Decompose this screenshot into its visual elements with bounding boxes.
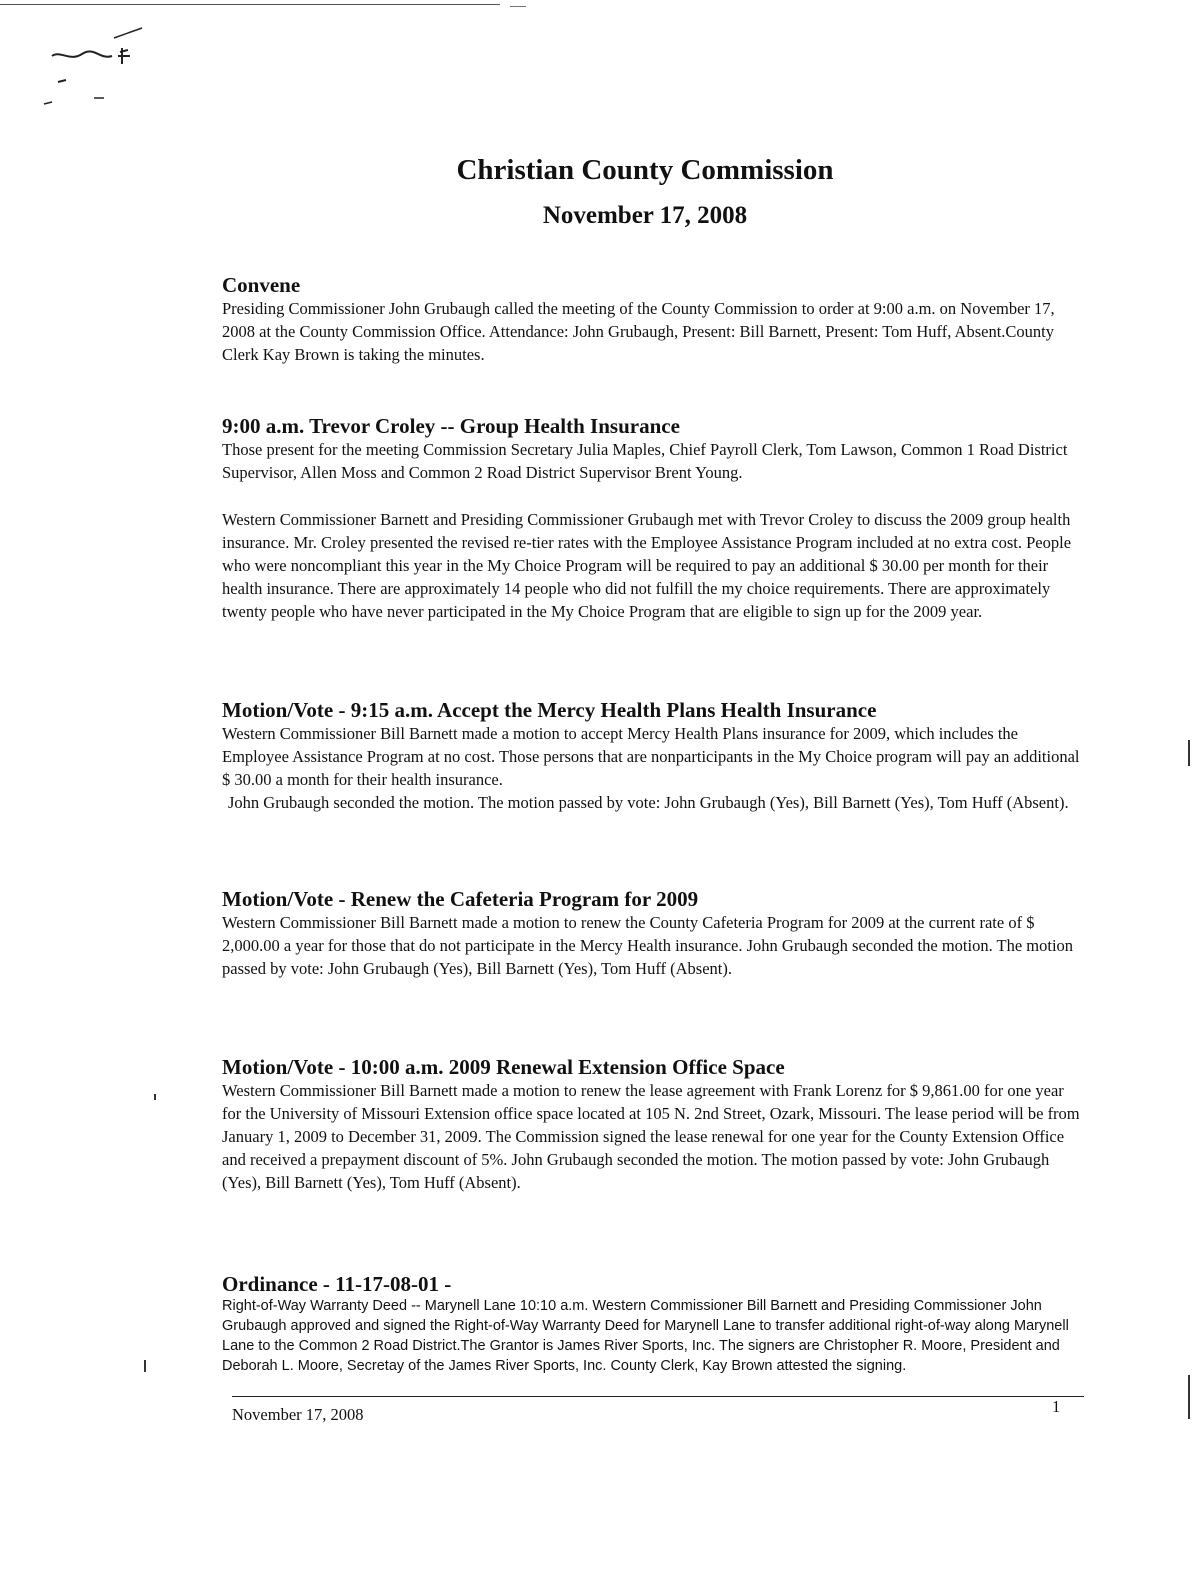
- section-paragraph: Western Commissioner Barnett and Presiding Commissioner Grubaugh met with Trevor Croley to discuss the 2009 group health insurance. Mr. Croley presented the revised re-tier rates with the Employee Assistance Program included at no extra cost. People who were noncompliant this year in the My Choice Program will be required to pay an additional $ 30.00 per month for their health insurance. There are approximately 14 people who did not fulfill the my choice requirements. There are approximately twenty people who have never participated in the My Choice Program that are eligible to sign up for the 2009 year.: [222, 510, 1072, 621]
- scan-margin-mark: [154, 1094, 156, 1100]
- section-heading: Ordinance - 11-17-08-01 -: [222, 1272, 452, 1296]
- section-heading: 9:00 a.m. Trevor Croley -- Group Health Insurance: [222, 414, 680, 438]
- scan-edge-dash: [510, 6, 526, 7]
- section-paragraph: Western Commissioner Bill Barnett made a motion to renew the County Cafeteria Program for 2009 at the current rate of $ 2,000.00 a year for those that do not participate in the Mercy Health insurance. John Grubaugh seconded the motion. The motion passed by vote: John Grubaugh (Yes), Bill Barnett (Yes), Tom Huff (Absent).: [222, 913, 1074, 978]
- scan-margin-mark: [1188, 1375, 1190, 1419]
- section-heading: Motion/Vote - Renew the Cafeteria Program for 2009: [222, 887, 699, 911]
- section-heading: Convene: [222, 273, 301, 297]
- footer-rule: [232, 1396, 1084, 1397]
- footer-date: November 17, 2008: [232, 1405, 364, 1424]
- section-paragraph: Western Commissioner Bill Barnett made a motion to renew the lease agreement with Frank Lorenz for $ 9,861.00 for one year for the University of Missouri Extension office space located at 105 N. 2nd Street, Ozark, Missouri. The lease period will be from January 1, 2009 to December 31, 2009. The Commission signed the lease renewal for one year for the County Extension Office and received a prepayment discount of 5%. John Grubaugh seconded the motion. The motion passed by vote: John Grubaugh (Yes), Bill Barnett (Yes), Tom Huff (Absent).: [222, 1081, 1080, 1192]
- section-paragraph: John Grubaugh seconded the motion. The motion passed by vote: John Grubaugh (Yes), Bill Barnett (Yes), Tom Huff (Absent).: [228, 793, 1069, 812]
- section-paragraph: Right-of-Way Warranty Deed -- Marynell Lane 10:10 a.m. Western Commissioner Bill Barnett and Presiding Commissioner John Grubaugh approved and signed the Right-of-Way Warranty Deed for Marynell Lane to transfer additional right-of-way along Marynell Lane to the Common 2 Road District.The Grantor is James River Sports, Inc. The signers are Christopher R. Moore, President and Deborah L. Moore, Secretay of the James River Sports, Inc. County Clerk, Kay Brown attested the signing.: [222, 1298, 1069, 1374]
- section-paragraph: Presiding Commissioner John Grubaugh called the meeting of the County Commission to order at 9:00 a.m. on November 17, 2008 at the County Commission Office. Attendance: John Grubaugh, Present: Bill Barnett, Present: Tom Huff, Absent.County Clerk Kay Brown is taking the minutes.: [222, 299, 1055, 364]
- section-convene: [222, 273, 1084, 366]
- section-paragraph: Western Commissioner Bill Barnett made a motion to accept Mercy Health Plans insurance for 2009, which includes the Employee Assistance Program at no cost. Those persons that are nonparticipants in the My Choice program will pay an additional $ 30.00 a month for their health insurance.: [222, 724, 1080, 789]
- scan-margin-mark: [144, 1360, 146, 1372]
- document-date: November 17, 2008: [542, 202, 748, 229]
- section-mercy-health-motion: [222, 698, 1084, 814]
- section-cafeteria-motion: [222, 887, 1084, 980]
- scan-edge-line: [0, 4, 500, 5]
- scan-margin-mark: [1188, 740, 1190, 766]
- section-group-health-insurance: [222, 414, 1084, 623]
- section-extension-office-motion: [222, 1055, 1084, 1194]
- section-ordinance: [222, 1272, 1084, 1376]
- section-paragraph: Those present for the meeting Commission Secretary Julia Maples, Chief Payroll Clerk, Tom Lawson, Common 1 Road District Supervisor, Allen Moss and Common 2 Road District Supervisor Brent Young.: [222, 440, 1068, 482]
- section-heading: Motion/Vote - 10:00 a.m. 2009 Renewal Extension Office Space: [222, 1055, 785, 1079]
- handwritten-mark: [30, 20, 150, 120]
- section-heading: Motion/Vote - 9:15 a.m. Accept the Mercy Health Plans Health Insurance: [222, 698, 877, 722]
- document-title: Christian County Commission: [456, 154, 834, 186]
- page-number: 1: [1052, 1397, 1061, 1416]
